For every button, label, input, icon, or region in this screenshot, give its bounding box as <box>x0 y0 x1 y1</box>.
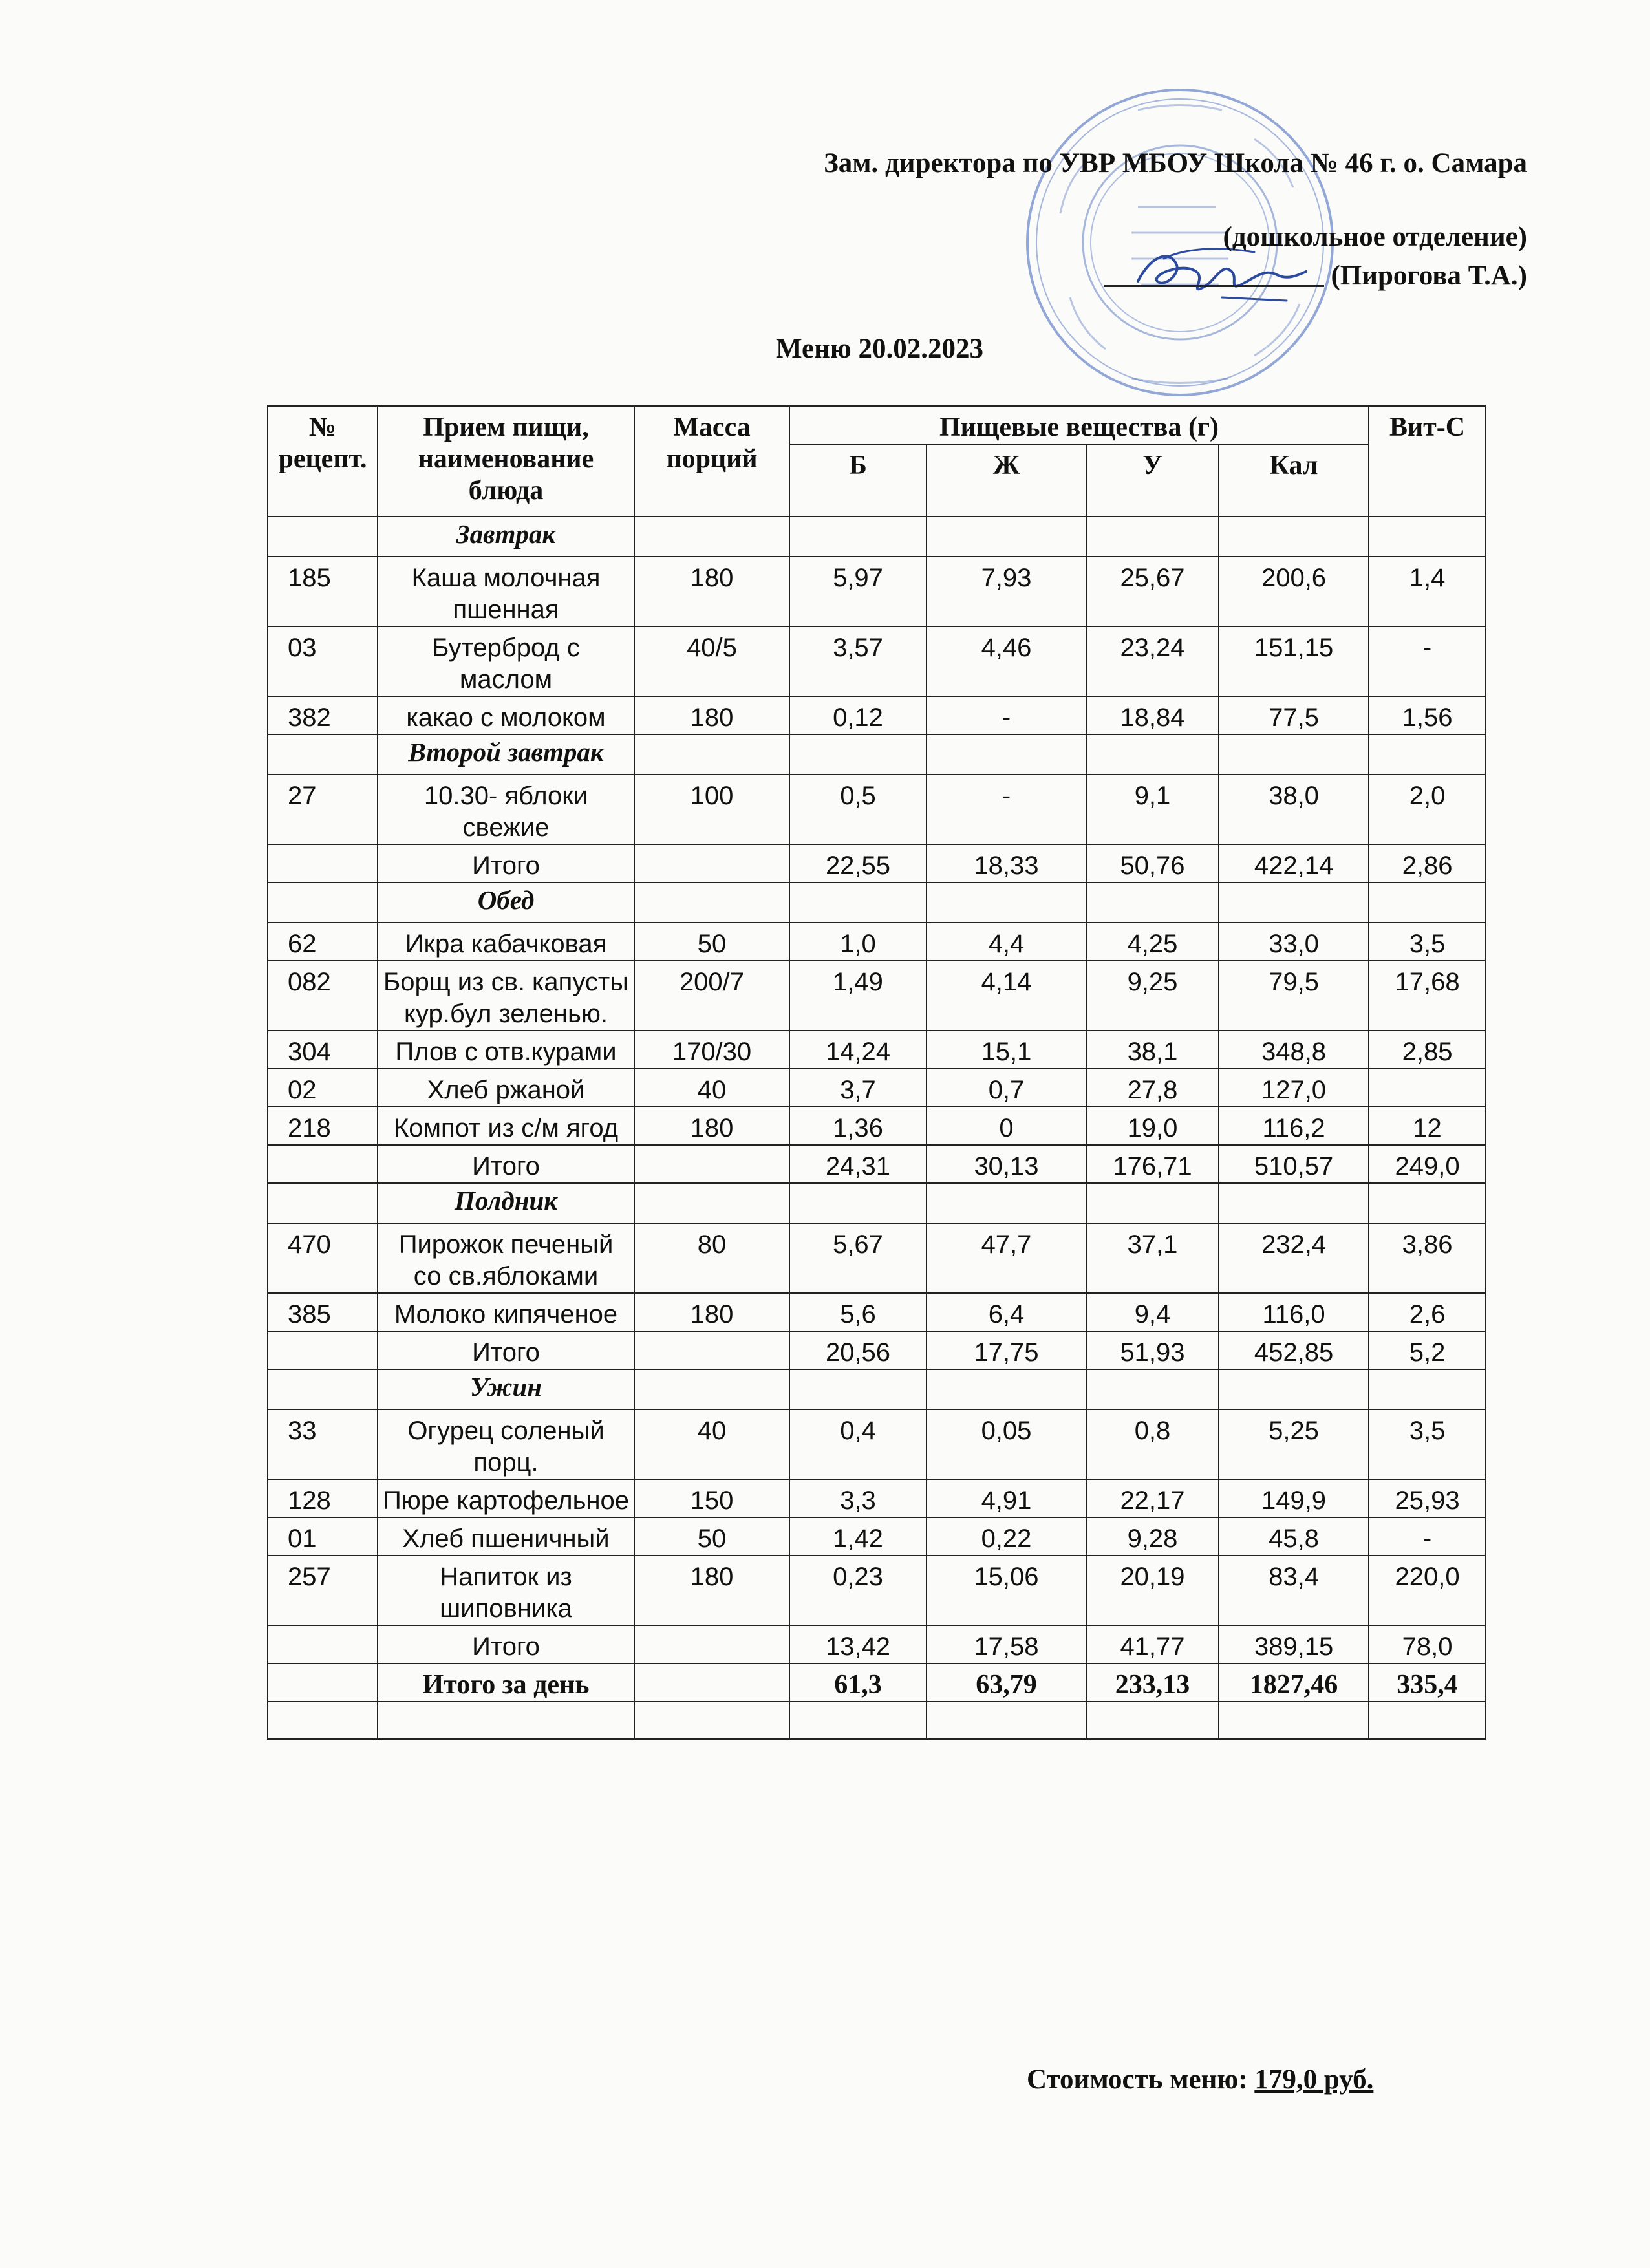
cell-vit: 78,0 <box>1369 1625 1486 1664</box>
cell-zh: 0,22 <box>927 1517 1086 1556</box>
cell-num: 128 <box>268 1479 378 1517</box>
cost-value: 179,0 руб. <box>1254 2064 1374 2095</box>
table-row <box>268 923 1486 961</box>
cell-mass: 200/7 <box>634 961 789 1031</box>
table-row <box>268 1409 1486 1479</box>
cell-b: 5,97 <box>789 557 927 626</box>
cell-name: Второй завтрак <box>378 734 634 775</box>
cell-u <box>1086 883 1219 923</box>
cell-num: 185 <box>268 557 378 626</box>
section-row <box>268 1183 1486 1223</box>
cell-num: 62 <box>268 923 378 961</box>
cell-zh: 30,13 <box>927 1145 1086 1183</box>
cell-zh: 7,93 <box>927 557 1086 626</box>
day-total-row <box>268 1664 1486 1702</box>
table-row <box>268 557 1486 626</box>
cell-u <box>1086 1702 1219 1739</box>
cell-mass <box>634 734 789 775</box>
cell-vit: 2,85 <box>1369 1031 1486 1069</box>
cell-name: Молоко кипяченое <box>378 1293 634 1331</box>
cell-u: 19,0 <box>1086 1107 1219 1145</box>
cell-b: 24,31 <box>789 1145 927 1183</box>
signatory-name: (Пирогова Т.А.) <box>1331 261 1527 291</box>
table-row <box>268 1069 1486 1107</box>
cell-kal: 389,15 <box>1219 1625 1369 1664</box>
cell-u <box>1086 1369 1219 1409</box>
col-header-mass: Масса порций <box>634 406 789 517</box>
empty-row <box>268 1702 1486 1739</box>
cell-b: 22,55 <box>789 844 927 883</box>
cell-kal <box>1219 1183 1369 1223</box>
cell-zh: 4,46 <box>927 626 1086 696</box>
col-header-b: Б <box>789 444 927 517</box>
table-row <box>268 775 1486 844</box>
cell-name: Итого <box>378 844 634 883</box>
cell-b <box>789 1183 927 1223</box>
cell-name: Итого <box>378 1625 634 1664</box>
cell-u: 9,28 <box>1086 1517 1219 1556</box>
cell-b <box>789 734 927 775</box>
cell-num <box>268 1183 378 1223</box>
cell-name: Пюре картофельное <box>378 1479 634 1517</box>
cell-b <box>789 883 927 923</box>
cell-vit: 25,93 <box>1369 1479 1486 1517</box>
cell-mass <box>634 1702 789 1739</box>
cell-mass: 40/5 <box>634 626 789 696</box>
col-header-name: Прием пищи, наименование блюда <box>378 406 634 517</box>
cell-b <box>789 1369 927 1409</box>
cell-name: Борщ из св. капусты кур.бул зеленью. <box>378 961 634 1031</box>
cell-mass <box>634 844 789 883</box>
cell-b: 3,3 <box>789 1479 927 1517</box>
cell-b: 5,67 <box>789 1223 927 1293</box>
cell-u: 38,1 <box>1086 1031 1219 1069</box>
cell-kal: 116,2 <box>1219 1107 1369 1145</box>
cell-name: Каша молочная пшенная <box>378 557 634 626</box>
cell-kal: 83,4 <box>1219 1556 1369 1625</box>
section-row <box>268 1369 1486 1409</box>
cell-u: 4,25 <box>1086 923 1219 961</box>
cell-mass <box>634 1625 789 1664</box>
cell-b: 0,12 <box>789 696 927 734</box>
cell-vit <box>1369 1702 1486 1739</box>
cell-num <box>268 1625 378 1664</box>
subtotal-row <box>268 1625 1486 1664</box>
menu-cost <box>1027 2064 1373 2095</box>
table-row <box>268 1479 1486 1517</box>
cell-kal: 5,25 <box>1219 1409 1369 1479</box>
cell-num <box>268 734 378 775</box>
header-position: Зам. директора по УВР МБОУ Школа № 46 г. о. Самара <box>824 148 1527 178</box>
cell-vit: 3,5 <box>1369 1409 1486 1479</box>
cell-name: Итого <box>378 1331 634 1369</box>
cell-name: Хлеб ржаной <box>378 1069 634 1107</box>
header-row-1 <box>268 406 1486 444</box>
cell-u: 41,77 <box>1086 1625 1219 1664</box>
cell-vit <box>1369 734 1486 775</box>
cell-name: Бутерброд с маслом <box>378 626 634 696</box>
cell-u: 37,1 <box>1086 1223 1219 1293</box>
cell-zh: 17,58 <box>927 1625 1086 1664</box>
cell-kal: 510,57 <box>1219 1145 1369 1183</box>
cell-kal: 79,5 <box>1219 961 1369 1031</box>
cell-b: 3,57 <box>789 626 927 696</box>
cell-vit <box>1369 517 1486 557</box>
col-header-kal: Кал <box>1219 444 1369 517</box>
cell-zh <box>927 883 1086 923</box>
menu-body <box>268 517 1486 1739</box>
cell-zh: 63,79 <box>927 1664 1086 1702</box>
cell-u <box>1086 517 1219 557</box>
cell-b <box>789 1702 927 1739</box>
cell-b: 1,36 <box>789 1107 927 1145</box>
cell-name: Пирожок печеный со св.яблоками <box>378 1223 634 1293</box>
cell-mass <box>634 1664 789 1702</box>
cell-u <box>1086 734 1219 775</box>
cell-u <box>1086 1183 1219 1223</box>
cell-kal: 45,8 <box>1219 1517 1369 1556</box>
cell-vit: 220,0 <box>1369 1556 1486 1625</box>
cell-kal: 200,6 <box>1219 557 1369 626</box>
cell-mass: 180 <box>634 1556 789 1625</box>
table-row <box>268 1223 1486 1293</box>
cell-num: 304 <box>268 1031 378 1069</box>
col-header-vit: Вит-С <box>1369 406 1486 517</box>
cell-zh: 17,75 <box>927 1331 1086 1369</box>
subtotal-row <box>268 844 1486 883</box>
menu-title: Меню 20.02.2023 <box>776 334 983 364</box>
cell-u: 22,17 <box>1086 1479 1219 1517</box>
cell-name: какао с молоком <box>378 696 634 734</box>
cell-zh: - <box>927 696 1086 734</box>
cell-num: 382 <box>268 696 378 734</box>
cell-b: 1,49 <box>789 961 927 1031</box>
cell-vit <box>1369 883 1486 923</box>
cell-zh: 47,7 <box>927 1223 1086 1293</box>
cell-kal: 116,0 <box>1219 1293 1369 1331</box>
cell-zh: 4,4 <box>927 923 1086 961</box>
cost-label: Стоимость меню: <box>1027 2064 1248 2095</box>
cell-vit: 5,2 <box>1369 1331 1486 1369</box>
cell-zh <box>927 1369 1086 1409</box>
cell-name: Напиток из шиповника <box>378 1556 634 1625</box>
cell-u: 23,24 <box>1086 626 1219 696</box>
cell-vit <box>1369 1369 1486 1409</box>
section-row <box>268 883 1486 923</box>
cell-mass: 180 <box>634 1107 789 1145</box>
cell-u: 9,25 <box>1086 961 1219 1031</box>
table-row <box>268 1031 1486 1069</box>
header-department: (дошкольное отделение) <box>1223 222 1527 252</box>
cell-mass: 150 <box>634 1479 789 1517</box>
cell-mass: 40 <box>634 1069 789 1107</box>
cell-mass <box>634 517 789 557</box>
cell-vit: 12 <box>1369 1107 1486 1145</box>
cell-name: Полдник <box>378 1183 634 1223</box>
cell-mass <box>634 1145 789 1183</box>
cell-mass: 170/30 <box>634 1031 789 1069</box>
cell-num: 33 <box>268 1409 378 1479</box>
cell-vit: 2,0 <box>1369 775 1486 844</box>
cell-b: 61,3 <box>789 1664 927 1702</box>
cell-b: 14,24 <box>789 1031 927 1069</box>
cell-u: 9,1 <box>1086 775 1219 844</box>
cell-vit <box>1369 1069 1486 1107</box>
cell-kal: 127,0 <box>1219 1069 1369 1107</box>
cell-zh: 0 <box>927 1107 1086 1145</box>
cell-name: Компот из с/м ягод <box>378 1107 634 1145</box>
cell-u: 50,76 <box>1086 844 1219 883</box>
cell-num <box>268 1145 378 1183</box>
cell-zh <box>927 1702 1086 1739</box>
cell-vit: 1,56 <box>1369 696 1486 734</box>
cell-num <box>268 883 378 923</box>
cell-kal <box>1219 734 1369 775</box>
cell-b: 0,23 <box>789 1556 927 1625</box>
cell-vit: 2,86 <box>1369 844 1486 883</box>
cell-mass: 180 <box>634 696 789 734</box>
cell-name <box>378 1702 634 1739</box>
cell-kal: 452,85 <box>1219 1331 1369 1369</box>
col-header-num: № рецепт. <box>268 406 378 517</box>
cell-name: Огурец соленый порц. <box>378 1409 634 1479</box>
cell-zh: - <box>927 775 1086 844</box>
cell-num: 27 <box>268 775 378 844</box>
cell-u: 25,67 <box>1086 557 1219 626</box>
cell-mass: 180 <box>634 557 789 626</box>
cell-num: 218 <box>268 1107 378 1145</box>
cell-vit: 335,4 <box>1369 1664 1486 1702</box>
cell-num: 082 <box>268 961 378 1031</box>
cell-b: 13,42 <box>789 1625 927 1664</box>
cell-u: 27,8 <box>1086 1069 1219 1107</box>
cell-mass: 180 <box>634 1293 789 1331</box>
cell-mass: 50 <box>634 923 789 961</box>
cell-u: 176,71 <box>1086 1145 1219 1183</box>
cell-kal: 422,14 <box>1219 844 1369 883</box>
cell-num: 470 <box>268 1223 378 1293</box>
cell-num: 02 <box>268 1069 378 1107</box>
cell-kal: 33,0 <box>1219 923 1369 961</box>
cell-num <box>268 1369 378 1409</box>
cell-kal: 151,15 <box>1219 626 1369 696</box>
cell-b <box>789 517 927 557</box>
table-row <box>268 1293 1486 1331</box>
cell-name: Завтрак <box>378 517 634 557</box>
table-row <box>268 1107 1486 1145</box>
table-row <box>268 961 1486 1031</box>
cell-num <box>268 1702 378 1739</box>
cell-num: 257 <box>268 1556 378 1625</box>
cell-vit: 1,4 <box>1369 557 1486 626</box>
subtotal-row <box>268 1145 1486 1183</box>
cell-zh <box>927 517 1086 557</box>
cell-num: 03 <box>268 626 378 696</box>
cell-b: 0,4 <box>789 1409 927 1479</box>
cell-name: Обед <box>378 883 634 923</box>
cell-zh: 15,06 <box>927 1556 1086 1625</box>
cell-zh: 6,4 <box>927 1293 1086 1331</box>
cell-mass: 40 <box>634 1409 789 1479</box>
cell-u: 9,4 <box>1086 1293 1219 1331</box>
cell-vit: 249,0 <box>1369 1145 1486 1183</box>
cell-kal: 1827,46 <box>1219 1664 1369 1702</box>
cell-name: Итого <box>378 1145 634 1183</box>
section-row <box>268 734 1486 775</box>
cell-num <box>268 517 378 557</box>
cell-kal <box>1219 883 1369 923</box>
cell-zh: 18,33 <box>927 844 1086 883</box>
cell-num: 385 <box>268 1293 378 1331</box>
cell-zh: 4,91 <box>927 1479 1086 1517</box>
cell-name: 10.30- яблоки свежие <box>378 775 634 844</box>
menu-table <box>267 405 1486 1740</box>
cell-mass <box>634 883 789 923</box>
cell-mass <box>634 1369 789 1409</box>
col-header-nutrients: Пищевые вещества (г) <box>789 406 1369 444</box>
cell-mass <box>634 1183 789 1223</box>
cell-kal: 77,5 <box>1219 696 1369 734</box>
cell-zh: 0,05 <box>927 1409 1086 1479</box>
cell-kal: 38,0 <box>1219 775 1369 844</box>
cell-num <box>268 844 378 883</box>
cell-vit: - <box>1369 626 1486 696</box>
cell-kal <box>1219 1702 1369 1739</box>
cell-kal: 348,8 <box>1219 1031 1369 1069</box>
cell-name: Итого за день <box>378 1664 634 1702</box>
cell-kal: 232,4 <box>1219 1223 1369 1293</box>
cell-u: 233,13 <box>1086 1664 1219 1702</box>
cell-b: 0,5 <box>789 775 927 844</box>
cell-vit <box>1369 1183 1486 1223</box>
cell-kal <box>1219 1369 1369 1409</box>
cell-mass <box>634 1331 789 1369</box>
cell-u: 20,19 <box>1086 1556 1219 1625</box>
table-row <box>268 1517 1486 1556</box>
cell-vit: - <box>1369 1517 1486 1556</box>
col-header-u: У <box>1086 444 1219 517</box>
cell-b: 1,0 <box>789 923 927 961</box>
cell-name: Плов с отв.курами <box>378 1031 634 1069</box>
cell-name: Хлеб пшеничный <box>378 1517 634 1556</box>
cell-u: 51,93 <box>1086 1331 1219 1369</box>
cell-vit: 3,5 <box>1369 923 1486 961</box>
cell-u: 0,8 <box>1086 1409 1219 1479</box>
cell-b: 5,6 <box>789 1293 927 1331</box>
cell-u: 18,84 <box>1086 696 1219 734</box>
cell-num: 01 <box>268 1517 378 1556</box>
col-header-zh: Ж <box>927 444 1086 517</box>
cell-zh <box>927 734 1086 775</box>
header-signatory <box>1104 260 1527 292</box>
subtotal-row <box>268 1331 1486 1369</box>
cell-vit: 17,68 <box>1369 961 1486 1031</box>
cell-vit: 3,86 <box>1369 1223 1486 1293</box>
table-row <box>268 696 1486 734</box>
cell-vit: 2,6 <box>1369 1293 1486 1331</box>
cell-mass: 100 <box>634 775 789 844</box>
signature-line <box>1104 285 1324 287</box>
cell-kal: 149,9 <box>1219 1479 1369 1517</box>
section-row <box>268 517 1486 557</box>
cell-name: Ужин <box>378 1369 634 1409</box>
cell-zh: 0,7 <box>927 1069 1086 1107</box>
cell-name: Икра кабачковая <box>378 923 634 961</box>
cell-b: 3,7 <box>789 1069 927 1107</box>
cell-num <box>268 1331 378 1369</box>
cell-zh: 15,1 <box>927 1031 1086 1069</box>
cell-b: 20,56 <box>789 1331 927 1369</box>
table-row <box>268 1556 1486 1625</box>
cell-mass: 80 <box>634 1223 789 1293</box>
cell-zh: 4,14 <box>927 961 1086 1031</box>
table-row <box>268 626 1486 696</box>
cell-zh <box>927 1183 1086 1223</box>
cell-kal <box>1219 517 1369 557</box>
cell-num <box>268 1664 378 1702</box>
cell-mass: 50 <box>634 1517 789 1556</box>
cell-b: 1,42 <box>789 1517 927 1556</box>
